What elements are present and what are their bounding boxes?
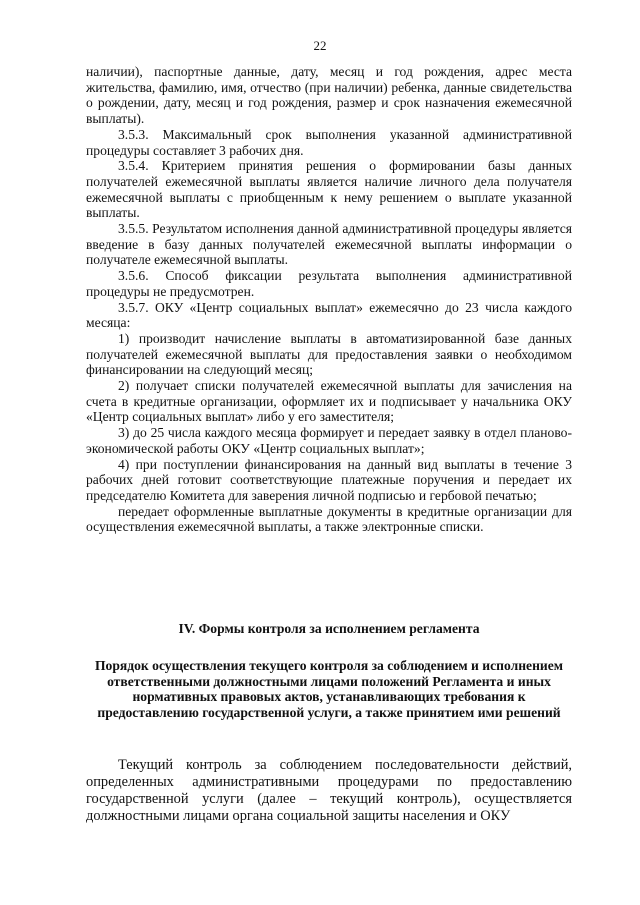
list-item-4-continuation: передает оформленные выплатные документы в кредитные организации для осуществления ежемесячной выплаты, а также электронные списки. (86, 503, 572, 535)
list-item-4: 4) при поступлении финансирования на данный вид выплаты в течение 3 рабочих дней готовит соответствующие платежные поручения и передает их председателю Комитета для заверения личной подписью и гербовой печатью; (86, 456, 572, 503)
subheading: Порядок осуществления текущего контроля за соблюдением и исполнением ответственными должностными лицами положений Регламента и иных нормативных правовых актов, устанавливающих требования к предоставлению государственной услуги, а также принятием ими решений (94, 658, 564, 720)
list-item-2: 2) получает списки получателей ежемесячной выплаты для зачисления на счета в кредитные организации, оформляет их и подписывает у начальника ОКУ «Центр социальных выплат» либо у его заместителя; (86, 378, 572, 425)
paragraph-3-5-6: 3.5.6. Способ фиксации результата выполнения административной процедуры не предусмотрен. (86, 268, 572, 299)
paragraph-3-5-4: 3.5.4. Критерием принятия решения о формировании базы данных получателей ежемесячной выплаты является наличие личного дела получателя ежемесячной выплаты с приобщенным к нему решением о выплате указанной выплаты. (86, 158, 572, 221)
section-title: IV. Формы контроля за исполнением регламента (178, 621, 480, 636)
closing-paragraph: Текущий контроль за соблюдением последовательности действий, определенных административными процедурами по предоставлению государственной услуги (далее – текущий контроль), осуществляется должностными лицами органа социальной защиты населения и ОКУ (86, 757, 572, 824)
paragraph-3-5-7: 3.5.7. ОКУ «Центр социальных выплат» ежемесячно до 23 числа каждого месяца: (86, 299, 572, 331)
paragraph-3-5-5: 3.5.5. Результатом исполнения данной административной процедуры является введение в базу данных получателей ежемесячной выплаты информации о получателе ежемесячной выплаты. (86, 221, 572, 268)
paragraph-3-5-3: 3.5.3. Максимальный срок выполнения указанной административной процедуры составляет 3 рабочих дня. (86, 126, 572, 158)
list-item-1: 1) производит начисление выплаты в автоматизированной базе данных получателей ежемесячной выплаты для предоставления заявки о необходимом финансировании на следующий месяц; (86, 330, 572, 378)
body-text (86, 64, 572, 535)
list-item-3: 3) до 25 числа каждого месяца формирует и передает заявку в отдел планово-экономической работы ОКУ «Центр социальных выплат»; (86, 425, 572, 456)
page-number: 22 (313, 38, 327, 53)
paragraph-continuation: наличии), паспортные данные, дату, месяц и год рождения, адрес места жительства, фамилию, имя, отчество (при наличии) ребенка, данные свидетельства о рождении, дату, месяц и год рождения, размер и срок назначения ежемесячной выплаты). (86, 64, 572, 127)
